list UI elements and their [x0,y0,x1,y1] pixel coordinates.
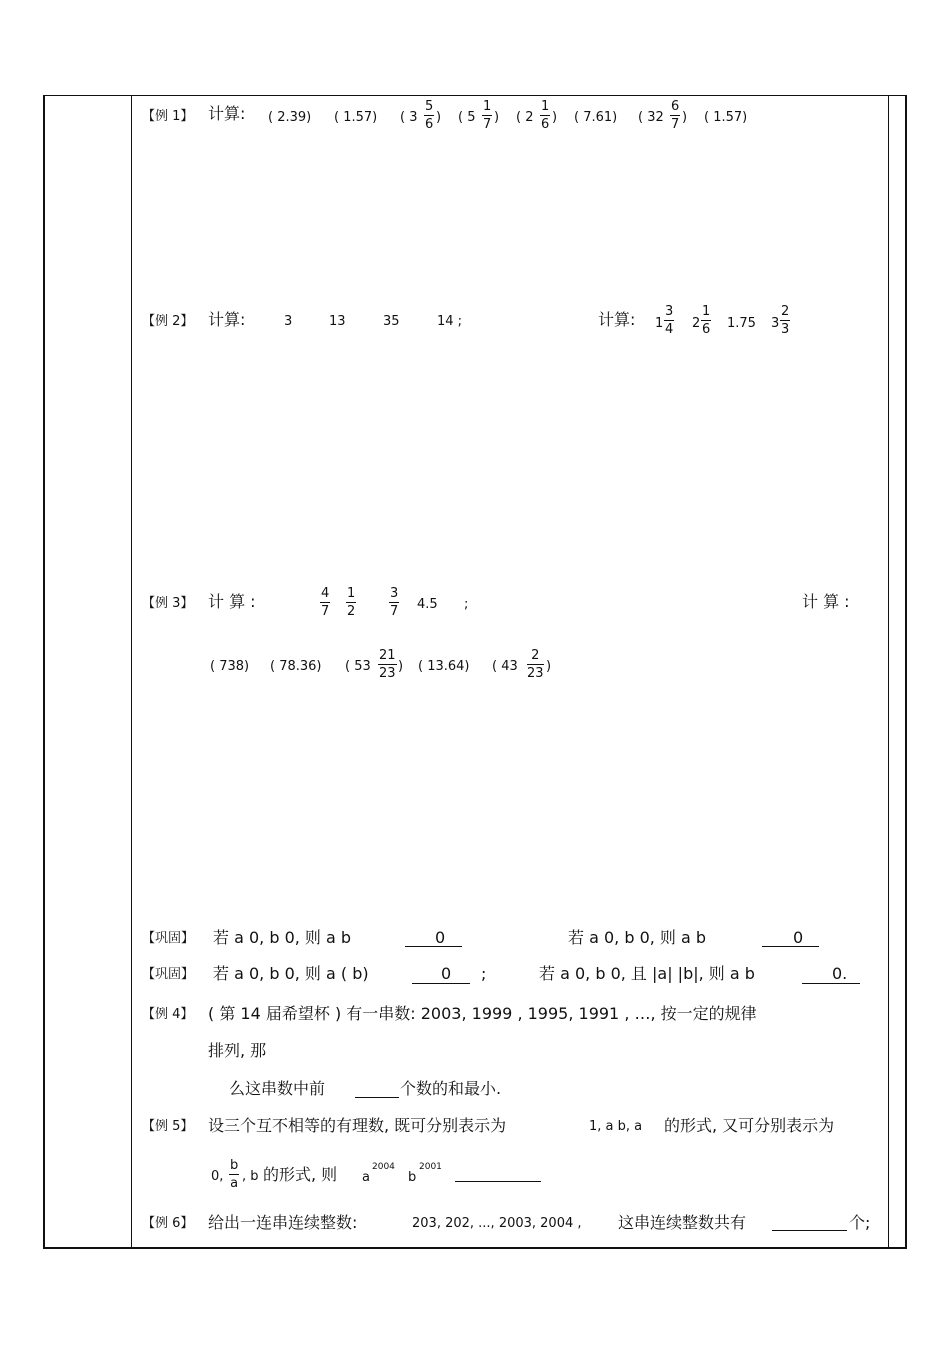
ex2-num-4: 14 ; [437,314,463,329]
example-5-line-1b: 1, a b, a [589,1119,643,1134]
example-5-fraction: $\frac{b}{a}$ [230,1158,239,1191]
example-5-exponent-1: 2004 [372,1162,395,1172]
example-4-line-3b: 个数的和最小. [400,1079,502,1098]
table-left-border [43,95,45,1248]
example-6-label: 【例 6】 [142,1216,194,1231]
ex3-semicolon: ; [464,597,469,612]
ex1-term-4-close: ) [494,110,500,125]
table-right-border [905,95,907,1248]
ex3-row2-term-5-open: ( 43 [492,659,518,674]
example-4-blank [355,1097,399,1098]
consolidation-1-label: 【巩固】 [142,931,195,946]
example-5-b: b [408,1170,417,1185]
ex1-term-3-close: ) [436,110,442,125]
example-5-form-then: 的形式, 则 [263,1165,338,1184]
consolidation-1-left: 若 a 0, b 0, 则 a b [213,928,352,947]
ex2-num-1: 3 [284,314,293,329]
ex2-whole-4: 3 [771,316,780,331]
ex1-term-1: ( 2.39) [268,110,312,125]
example-6-tail: 这串连续整数共有 [618,1213,747,1232]
ex2-num-2: 13 [329,314,346,329]
consolidation-2-right-blank [802,983,860,984]
ex2-num-3: 35 [383,314,400,329]
consolidation-2-right: 若 a 0, b 0, 且 |a| |b|, 则 a b [539,964,755,983]
example-1-calc: 计算: [208,104,246,123]
consolidation-1-right-blank [762,946,819,947]
table-top-border [43,95,907,96]
ex3-row2-fraction-1: $\frac{21}{23}$ [379,648,396,681]
ex1-fraction-3: $\frac{1}{6}$ [541,99,550,132]
ex3-row2-term-2: ( 78.36) [270,659,322,674]
ex3-row2-term-3-close: ) [398,659,404,674]
ex1-term-5-close: ) [552,110,558,125]
ex3-row2-term-4: ( 13.64) [418,659,470,674]
ex3-fraction-2: $\frac{1}{2}$ [347,586,356,619]
example-5-blank [455,1181,541,1182]
example-5-b-form: , b [242,1169,259,1184]
consolidation-2-label: 【巩固】 [142,967,195,982]
ex1-term-7-open: ( 32 [638,110,664,125]
example-3-label: 【例 3】 [142,596,194,611]
ex3-fraction-1: $\frac{4}{7}$ [321,586,330,619]
example-4-label: 【例 4】 [142,1007,194,1022]
example-5-line-1a: 设三个互不相等的有理数, 既可分别表示为 [208,1116,507,1135]
consolidation-1-left-blank [405,946,462,947]
ex1-term-2: ( 1.57) [334,110,378,125]
example-1-label: 【例 1】 [142,109,194,124]
ex3-row2-term-3-open: ( 53 [345,659,371,674]
ex2-decimal: 1.75 [727,316,756,331]
consolidation-2-right-answer: 0. [832,964,848,983]
ex1-fraction-2: $\frac{1}{7}$ [483,99,492,132]
example-2-label: 【例 2】 [142,314,194,329]
ex1-term-8: ( 1.57) [704,110,748,125]
ex1-term-3-open: ( 3 [400,110,418,125]
ex3-decimal: 4.5 [417,597,438,612]
consolidation-2-semicolon: ; [481,964,487,983]
example-5-zero: 0, [211,1169,224,1184]
ex2-fraction-2: $\frac{1}{6}$ [702,304,711,337]
ex1-term-5-open: ( 2 [516,110,534,125]
example-4-line-1: ( 第 14 届希望杯 ) 有一串数: 2003, 1999 , 1995, 1991 , …, 按一定的规律 [208,1004,757,1023]
ex1-term-7-close: ) [682,110,688,125]
ex1-fraction-1: $\frac{5}{6}$ [425,99,434,132]
example-6-numbers: 203, 202, ..., 2003, 2004 , [412,1216,582,1231]
example-3-calc: 计 算 : [208,592,256,611]
consolidation-2-left: 若 a 0, b 0, 则 a ( b) [213,964,369,983]
example-5-a: a [362,1170,370,1185]
ex1-term-4-open: ( 5 [458,110,476,125]
example-4-line-2: 排列, 那 [208,1041,267,1060]
example-3-calc-2: 计 算 : [802,592,850,611]
example-5-label: 【例 5】 [142,1119,194,1134]
ex1-term-6: ( 7.61) [574,110,618,125]
example-5-line-1c: 的形式, 又可分别表示为 [664,1116,835,1135]
example-2-calc-2: 计算: [598,310,636,329]
consolidation-1-right: 若 a 0, b 0, 则 a b [568,928,707,947]
consolidation-1-left-answer: 0 [435,928,446,947]
table-bottom-border [43,1247,907,1249]
ex2-fraction-4: $\frac{2}{3}$ [781,304,790,337]
example-6-blank [772,1230,847,1231]
consolidation-2-left-blank [412,983,470,984]
example-6-text: 给出一连串连续整数: [208,1213,358,1232]
ex2-whole-1: 1 [655,316,664,331]
ex2-fraction-1: $\frac{3}{4}$ [665,304,674,337]
ex3-row2-term-1: ( 738) [210,659,250,674]
example-2-calc: 计算: [208,310,246,329]
consolidation-2-left-answer: 0 [441,964,452,983]
ex3-row2-fraction-2: $\frac{2}{23}$ [527,648,544,681]
table-right-inner-border [888,95,889,1248]
ex1-fraction-4: $\frac{6}{7}$ [671,99,680,132]
ex3-fraction-3: $\frac{3}{7}$ [390,586,399,619]
table-col-divider [131,95,132,1248]
example-6-end: 个; [849,1213,871,1232]
consolidation-1-right-answer: 0 [793,928,804,947]
ex2-whole-2: 2 [692,316,701,331]
ex3-row2-term-5-close: ) [546,659,552,674]
example-4-line-3a: 么这串数中前 [229,1079,326,1098]
example-5-exponent-2: 2001 [419,1162,442,1172]
